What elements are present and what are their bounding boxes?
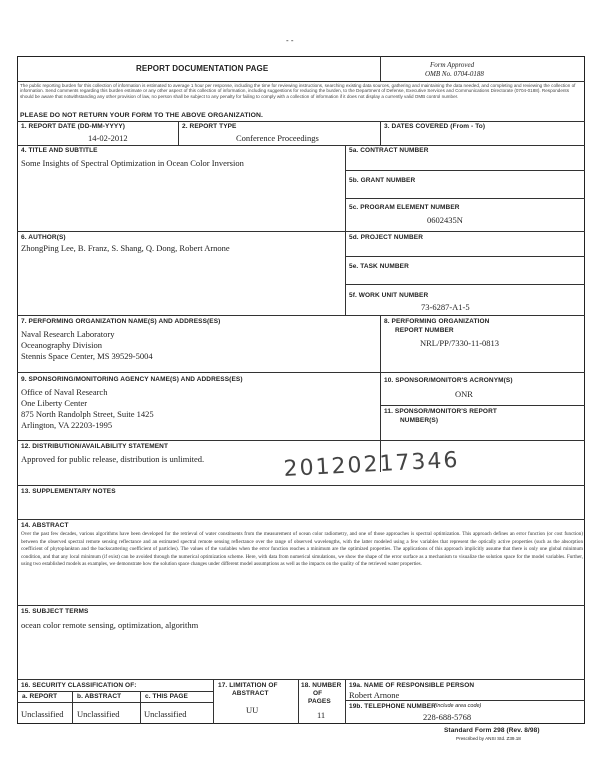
limitation-label-2: ABSTRACT (232, 690, 269, 697)
security-report-value: Unclassified (21, 709, 64, 719)
burden-notice: The public reporting burden for this collection of information is estimated to average 1 hour per response, including the time for reviewing instructions, searching existing data sources, gathering and maintaining the data needed, and completing and reviewing the collection of information. Send comments regarding this burden estimate or any other aspect of this collection of information, including suggestions for reducing the burden, to the Department of Defense, Executive Services and Communications Directorate (0704-0188). Respondents should be aware that notwithstanding any other provision of law, no person shall be subject to any penalty for failing to comply with a collection of information if it does not display a currently valid OMB control number. (20, 83, 576, 99)
pages-label: 18. NUMBER (301, 682, 342, 689)
sponsoring-line-2: One Liberty Center (21, 398, 88, 408)
return-notice: PLEASE DO NOT RETURN YOUR FORM TO THE ABOVE ORGANIZATION. (20, 112, 263, 119)
perf-report-number: NRL/PP/7330-11-0813 (420, 338, 500, 348)
performing-org-line-2: Oceanography Division (21, 340, 102, 350)
security-page-value: Unclassified (144, 709, 187, 719)
abstract-text: Over the past few decades, various algorithms have been developed for the retrieval of water constituents from the measurement of ocean color radiometry, and one of those approaches is spectral optimization. This approach defines an error function (or cost function) between the observed spectral remote sensing reflectance and an estimated spectral remote sensing reflectance over the range of observed wavelengths, with the latter modeled using a few variables that represent the optically active properties (such as the absorption coefficient of phytoplankton and the backscattering coefficient of particles). The values of the variables when the error function reaches a minimum are the optimized properties. The applications of this approach implicitly assume that there is only one global minimum condition, and that any local minimum (if exist) can be avoided through the numerical optimization scheme. Here, with data from numerical simulations, we show the shape of the error surface as a mechanism to visualize the solution space for the model variables. Further, using two established models as examples, we demonstrate how the solution space changes under different model assumptions as well as the impacts on the quality of the retrieved water properties. (21, 531, 583, 568)
responsible-person: Robert Arnone (349, 690, 400, 700)
subject-terms-label: 15. SUBJECT TERMS (21, 608, 89, 615)
handwritten-accession-number: 20120217346 (283, 447, 461, 482)
title-label: 4. TITLE AND SUBTITLE (21, 147, 98, 154)
omb-number: OMB No. 0704-0188 (425, 70, 484, 78)
supplementary-label: 13. SUPPLEMENTARY NOTES (21, 488, 116, 495)
performing-org-label: 7. PERFORMING ORGANIZATION NAME(S) AND ADDRESS(ES) (21, 318, 221, 325)
dates-covered-label: 3. DATES COVERED (From - To) (384, 123, 486, 130)
pages-label-3: PAGES (308, 698, 331, 705)
contract-label: 5a. CONTRACT NUMBER (349, 147, 429, 154)
security-report-label: a. REPORT (22, 693, 58, 700)
sponsor-acronym: ONR (455, 389, 473, 399)
telephone-hint: (Include area code) (434, 703, 482, 709)
perf-report-label-2: REPORT NUMBER (395, 327, 454, 334)
acronym-label: 10. SPONSOR/MONITOR'S ACRONYM(S) (384, 377, 513, 384)
program-label: 5c. PROGRAM ELEMENT NUMBER (349, 204, 460, 211)
security-abstract-value: Unclassified (77, 709, 120, 719)
report-title: Some Insights of Spectral Optimization in Ocean Color Inversion (21, 158, 244, 168)
subject-terms: ocean color remote sensing, optimization, algorithm (21, 620, 199, 630)
responsible-person-label: 19a. NAME OF RESPONSIBLE PERSON (349, 682, 475, 689)
authors-label: 6. AUTHOR(S) (21, 234, 66, 241)
work-unit: 73-6287-A1-5 (421, 302, 470, 312)
form-id: Standard Form 298 (Rev. 8/98) (444, 727, 540, 734)
form-approved: Form Approved (430, 61, 475, 69)
top-mark: - - (286, 36, 294, 45)
sponsoring-line-1: Office of Naval Research (21, 387, 108, 397)
abstract-label: 14. ABSTRACT (21, 522, 69, 529)
report-type-label: 2. REPORT TYPE (182, 123, 237, 130)
report-date: 14-02-2012 (88, 133, 128, 143)
performing-org-line-1: Naval Research Laboratory (21, 329, 115, 339)
project-label: 5d. PROJECT NUMBER (349, 234, 424, 241)
program-element: 0602435N (427, 215, 463, 225)
sponsoring-line-4: Arlington, VA 22203-1995 (21, 420, 113, 430)
authors: ZhongPing Lee, B. Franz, S. Shang, Q. Dong, Robert Arnone (21, 243, 230, 253)
distribution-statement: Approved for public release, distribution is unlimited. (21, 454, 205, 464)
prescribed-by: Prescribed by ANSI Std. Z39.18 (456, 736, 521, 741)
sponsoring-line-3: 875 North Randolph Street, Suite 1425 (21, 409, 154, 419)
pages-value: 11 (317, 710, 326, 720)
perf-report-label: 8. PERFORMING ORGANIZATION (384, 318, 490, 325)
limitation-value: UU (246, 705, 259, 715)
work-unit-label: 5f. WORK UNIT NUMBER (349, 292, 429, 299)
sponsor-report-label: 11. SPONSOR/MONITOR'S REPORT (384, 408, 497, 415)
report-type: Conference Proceedings (236, 133, 319, 143)
sponsoring-label: 9. SPONSORING/MONITORING AGENCY NAME(S) AND ADDRESS(ES) (21, 376, 243, 383)
performing-org-line-3: Stennis Space Center, MS 39529-5004 (21, 351, 153, 361)
pages-label-2: OF (313, 690, 323, 697)
security-classification-label: 16. SECURITY CLASSIFICATION OF: (21, 682, 137, 689)
telephone-number: 228-688-5768 (423, 712, 472, 722)
distribution-label: 12. DISTRIBUTION/AVAILABILITY STATEMENT (21, 443, 169, 450)
report-date-label: 1. REPORT DATE (DD-MM-YYYY) (21, 123, 126, 130)
security-abstract-label: b. ABSTRACT (77, 693, 122, 700)
telephone-label: 19b. TELEPHONE NUMBER (349, 703, 436, 710)
sponsor-report-label-2: NUMBER(S) (400, 417, 439, 424)
grant-label: 5b. GRANT NUMBER (349, 177, 416, 184)
limitation-label: 17. LIMITATION OF (218, 682, 278, 689)
task-label: 5e. TASK NUMBER (349, 263, 409, 270)
security-page-label: c. THIS PAGE (145, 693, 188, 700)
form-title: REPORT DOCUMENTATION PAGE (136, 64, 269, 73)
